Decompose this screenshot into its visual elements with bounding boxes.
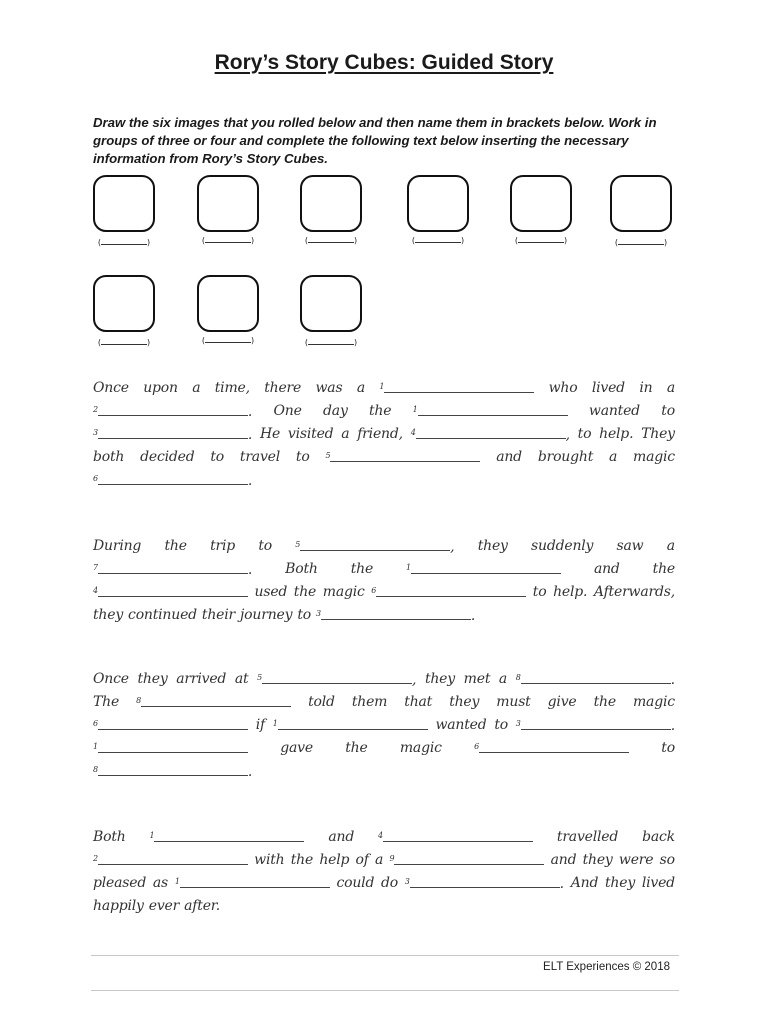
fill-in-blank: $^5$ ,: [295, 535, 454, 558]
story-word: help.: [599, 426, 634, 442]
story-word: they: [93, 607, 124, 623]
story-word: both: [93, 449, 125, 465]
blank-line[interactable]: [98, 849, 248, 865]
story-word: they: [424, 671, 455, 687]
blank-line[interactable]: [98, 423, 248, 439]
fill-in-blank: $^3$ .: [316, 604, 475, 627]
story-word: the: [164, 538, 187, 554]
story-word: the: [350, 561, 374, 577]
story-word: help: [319, 852, 350, 868]
fill-in-blank: $^6$ .: [93, 469, 252, 492]
cube-box[interactable]: [300, 275, 362, 332]
cube-name-field[interactable]: ( ): [201, 336, 255, 345]
blank-number: 3: [404, 877, 410, 886]
story-word: travel: [239, 449, 281, 465]
blank-line[interactable]: [383, 826, 533, 842]
story-word: help.: [553, 584, 588, 600]
story-word: told: [308, 694, 335, 710]
fill-in-blank: [93, 714, 248, 737]
story-line: [93, 826, 675, 849]
story-word: and: [496, 449, 522, 465]
blank-number: 3: [93, 428, 98, 437]
story-word: a: [609, 449, 618, 465]
story-word: decided: [140, 449, 195, 465]
fill-in-blank: [175, 872, 330, 895]
blank-line[interactable]: [416, 423, 566, 439]
blank-number: 6: [474, 742, 479, 751]
story-line: [93, 691, 675, 714]
story-word: who: [548, 380, 578, 396]
blank-number: 6: [371, 586, 377, 595]
blank-line[interactable]: [262, 668, 412, 684]
story-word: During: [93, 538, 142, 554]
blank-number: 4: [410, 428, 416, 437]
story-word: must: [496, 694, 531, 710]
story-word: And: [570, 875, 599, 891]
story-word: gave: [280, 740, 313, 756]
fill-in-blank: [136, 691, 291, 714]
story-line: [93, 377, 675, 400]
fill-in-blank: $^4$ ,: [411, 423, 570, 446]
story-word: ever: [148, 898, 180, 914]
cube-name-field[interactable]: ( ): [304, 338, 358, 347]
story-word: and: [328, 829, 355, 845]
blank-number: 6: [93, 474, 98, 483]
fill-in-blank: [371, 581, 526, 604]
blank-number: 2: [93, 854, 98, 863]
blank-line[interactable]: [521, 714, 671, 730]
blank-number: 8: [515, 673, 521, 682]
cube-box[interactable]: [93, 175, 155, 232]
story-line: [93, 558, 675, 581]
story-line: [93, 668, 675, 691]
story-word: Once: [93, 671, 129, 687]
blank-line[interactable]: [154, 826, 304, 842]
story-line: [93, 737, 675, 760]
story-line: [93, 604, 675, 627]
story-word: wanted: [435, 717, 487, 733]
fill-in-blank: $^3$ .: [405, 872, 564, 895]
story-word: back: [642, 829, 675, 845]
story-word: give: [547, 694, 577, 710]
blank-number: 1: [149, 831, 155, 840]
story-word: upon: [143, 380, 178, 396]
story-word: visited: [287, 426, 334, 442]
story-word: lived: [641, 875, 675, 891]
story-line: [93, 469, 675, 492]
story-word: to: [295, 449, 310, 465]
footer-credit: ELT Experiences © 2018: [543, 961, 670, 973]
story-word: a: [356, 380, 365, 396]
blank-number: 5: [325, 451, 331, 460]
story-word: and: [593, 561, 620, 577]
fill-in-blank: [413, 400, 568, 423]
fill-in-blank: [325, 446, 480, 469]
story-word: the: [293, 584, 317, 600]
story-word: and: [550, 852, 577, 868]
cube-name-field[interactable]: ( ): [514, 236, 568, 245]
story-word: time,: [214, 380, 250, 396]
story-word: they: [449, 694, 480, 710]
story-word: to: [494, 717, 508, 733]
story-word: friend,: [357, 426, 403, 442]
story-word: suddenly: [531, 538, 594, 554]
story-paragraph-4: [93, 826, 675, 918]
blank-line[interactable]: [411, 558, 561, 574]
story-word: the: [369, 403, 392, 419]
cube-box[interactable]: [197, 275, 259, 332]
story-line: [93, 535, 675, 558]
story-word: brought: [537, 449, 594, 465]
story-line: [93, 760, 675, 783]
story-word: He: [259, 426, 281, 442]
fill-in-blank: $^2$ .: [93, 400, 252, 423]
story-word: magic: [633, 449, 675, 465]
fill-in-blank: [93, 849, 248, 872]
story-word: to: [532, 584, 547, 600]
story-word: they: [582, 852, 613, 868]
story-word: magic: [632, 694, 675, 710]
blank-number: 5: [295, 540, 301, 549]
fill-in-blank: [150, 826, 305, 849]
story-word: so: [659, 852, 675, 868]
story-word: lived: [591, 380, 625, 396]
story-word: the: [290, 852, 314, 868]
story-word: they: [137, 671, 168, 687]
story-word: at: [234, 671, 249, 687]
story-word: saw: [616, 538, 644, 554]
cube-name-field[interactable]: ( ): [411, 236, 465, 245]
blank-line[interactable]: [479, 737, 629, 753]
fill-in-blank: $^3$ .: [93, 423, 252, 446]
story-word: do: [381, 875, 398, 891]
story-word: a: [666, 538, 675, 554]
cube-box[interactable]: [197, 175, 259, 232]
instructions: Draw the six images that you rolled below and then name them in brackets below. Work in groups of three or four and complete the following text below inserting the necessary information from Rory’s Story Cubes.: [93, 115, 657, 166]
story-word: that: [404, 694, 433, 710]
story-line: [93, 400, 675, 423]
blank-number: 4: [378, 831, 383, 840]
blank-line[interactable]: [410, 872, 560, 888]
story-word: with: [254, 852, 285, 868]
story-word: was: [315, 380, 343, 396]
blank-number: 3: [515, 719, 521, 728]
blank-number: 1: [93, 742, 98, 751]
story-word: Once: [93, 380, 129, 396]
fill-in-blank: [378, 826, 533, 849]
fill-in-blank: $^7$ .: [93, 558, 252, 581]
cube-name-field[interactable]: ( ): [97, 238, 151, 247]
blank-line[interactable]: [418, 400, 568, 416]
blank-number: 1: [412, 405, 418, 414]
story-word: after.: [184, 898, 220, 914]
fill-in-blank: $^8$ .: [516, 668, 675, 691]
cube-box[interactable]: [300, 175, 362, 232]
blank-number: 4: [93, 586, 98, 595]
page-title: Rory’s Story Cubes: Guided Story: [214, 51, 554, 74]
blank-line[interactable]: [180, 872, 330, 888]
story-word: the: [345, 740, 368, 756]
blank-line[interactable]: [98, 581, 248, 597]
blank-number: 3: [315, 609, 321, 618]
story-word: to: [661, 403, 675, 419]
story-line: [93, 446, 675, 469]
footer-bottom-divider: [91, 990, 679, 991]
story-word: the: [593, 694, 616, 710]
blank-line[interactable]: [321, 604, 471, 620]
blank-number: 8: [93, 765, 98, 774]
fill-in-blank: [93, 737, 248, 760]
blank-number: 1: [406, 563, 411, 572]
story-line: [93, 714, 675, 737]
fill-in-blank: [474, 737, 629, 760]
story-word: if: [255, 717, 265, 733]
cube-box[interactable]: [93, 275, 155, 332]
blank-number: 1: [174, 877, 180, 886]
cube-name-field[interactable]: ( ): [97, 338, 151, 347]
blank-line[interactable]: [394, 849, 544, 865]
story-word: One: [273, 403, 302, 419]
story-word: of: [355, 852, 369, 868]
fill-in-blank: [273, 714, 428, 737]
story-word: travelled: [556, 829, 619, 845]
story-word: They: [641, 426, 675, 442]
fill-in-blank: $^8$ .: [93, 760, 252, 783]
cube-box[interactable]: [407, 175, 469, 232]
blank-line[interactable]: [98, 714, 248, 730]
blank-line[interactable]: [384, 377, 534, 393]
story-word: The: [93, 694, 120, 710]
story-word: a: [192, 380, 201, 396]
fill-in-blank: [93, 581, 248, 604]
blank-line[interactable]: [98, 400, 248, 416]
cube-name-field[interactable]: ( ): [201, 236, 255, 245]
story-word: used: [254, 584, 288, 600]
blank-line[interactable]: [98, 558, 248, 574]
blank-line[interactable]: [330, 446, 480, 462]
cube-name-field[interactable]: ( ): [304, 236, 358, 245]
cube-box[interactable]: [610, 175, 672, 232]
blank-line[interactable]: [376, 581, 526, 597]
blank-line[interactable]: [98, 760, 248, 776]
blank-number: 7: [93, 563, 98, 572]
blank-line[interactable]: [300, 535, 450, 551]
story-word: in: [639, 380, 653, 396]
story-word: Both: [93, 829, 126, 845]
story-word: a: [498, 671, 508, 687]
story-word: to: [258, 538, 272, 554]
fill-in-blank: $^5$ ,: [257, 668, 416, 691]
story-word: to: [297, 607, 311, 623]
story-word: the: [652, 561, 675, 577]
blank-line[interactable]: [98, 469, 248, 485]
story-word: magic: [322, 584, 365, 600]
story-word: as: [152, 875, 169, 891]
blank-line[interactable]: [521, 668, 671, 684]
story-word: could: [336, 875, 375, 891]
fill-in-blank: [379, 377, 534, 400]
blank-number: 9: [389, 854, 395, 863]
story-word: Both: [285, 561, 318, 577]
blank-line[interactable]: [98, 737, 248, 753]
story-word: continued: [128, 607, 197, 623]
story-word: they: [477, 538, 508, 554]
blank-number: 6: [93, 719, 98, 728]
footer-divider: [91, 955, 679, 956]
story-word: them: [351, 694, 388, 710]
story-word: happily: [93, 898, 144, 914]
story-word: wanted: [588, 403, 640, 419]
story-word: a: [341, 426, 350, 442]
story-word: day: [323, 403, 348, 419]
story-word: Afterwards,: [593, 584, 675, 600]
fill-in-blank: $^3$ .: [516, 714, 675, 737]
cube-name-field[interactable]: ( ): [614, 238, 668, 247]
story-word: there: [264, 380, 302, 396]
story-word: their: [201, 607, 236, 623]
story-line: [93, 581, 675, 604]
story-word: a: [375, 852, 384, 868]
story-word: arrived: [176, 671, 227, 687]
story-word: were: [618, 852, 654, 868]
story-word: trip: [210, 538, 236, 554]
story-word: pleased: [93, 875, 147, 891]
story-line: [93, 895, 675, 918]
blank-number: 1: [272, 719, 278, 728]
blank-line[interactable]: [278, 714, 428, 730]
story-word: to: [210, 449, 225, 465]
story-word: to: [577, 426, 592, 442]
story-word: journey: [240, 607, 293, 623]
blank-line[interactable]: [141, 691, 291, 707]
blank-number: 1: [379, 382, 385, 391]
fill-in-blank: [389, 849, 544, 872]
cube-box[interactable]: [510, 175, 572, 232]
story-line: [93, 849, 675, 872]
blank-number: 8: [136, 696, 141, 705]
story-line: [93, 872, 675, 895]
story-paragraph-2: [93, 535, 675, 627]
story-paragraph-3: [93, 668, 675, 783]
story-line: [93, 423, 675, 446]
story-word: met: [463, 671, 491, 687]
story-word: to: [661, 740, 675, 756]
story-paragraph-1: [93, 377, 675, 492]
blank-number: 5: [257, 673, 262, 682]
story-word: magic: [399, 740, 442, 756]
story-word: they: [605, 875, 636, 891]
blank-number: 2: [93, 405, 98, 414]
fill-in-blank: [406, 558, 561, 581]
story-word: a: [666, 380, 675, 396]
